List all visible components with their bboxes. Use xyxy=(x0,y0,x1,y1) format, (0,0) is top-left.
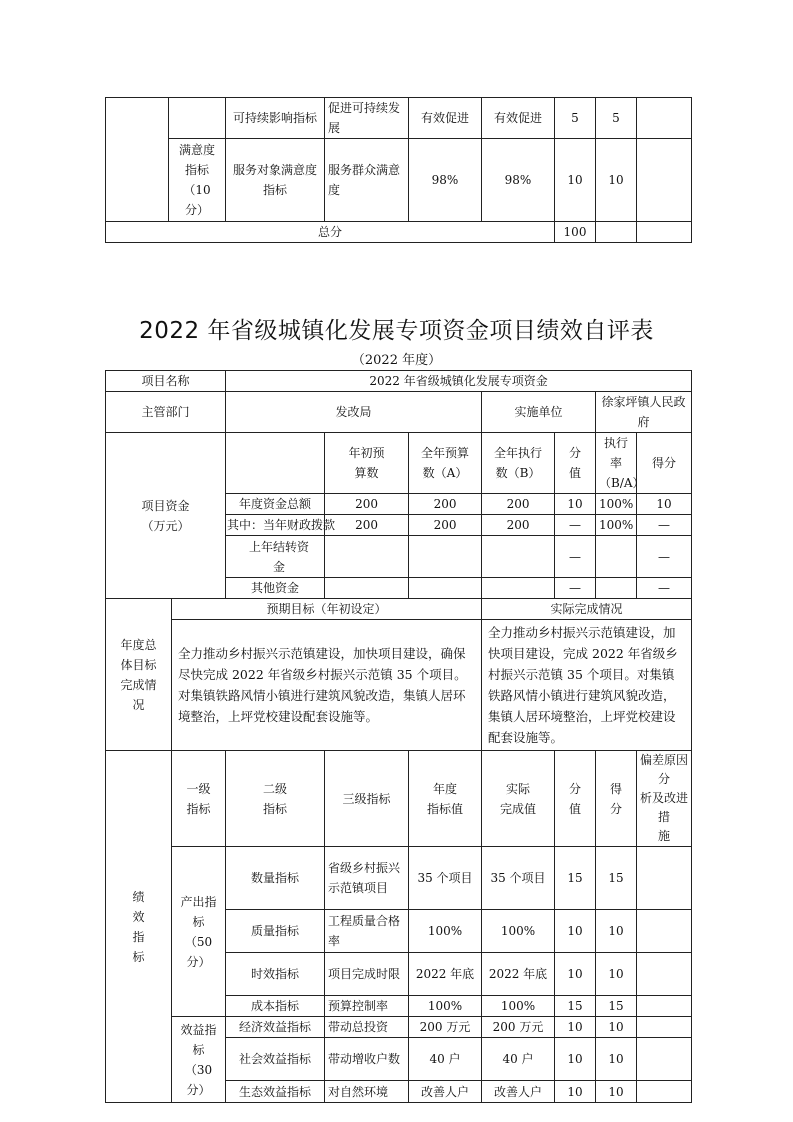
fund-initial: 200 xyxy=(325,494,409,515)
fund-score-value: — xyxy=(555,515,596,536)
cell-line: 执行率 xyxy=(604,436,629,470)
target-cell: 40 户 xyxy=(409,1038,482,1081)
fund-rate: 100% xyxy=(596,515,637,536)
cell-line: 数（B） xyxy=(495,466,541,480)
note-cell xyxy=(637,953,692,996)
actual-cell: 100% xyxy=(482,910,555,953)
fund-annual xyxy=(409,578,482,599)
fund-annual xyxy=(409,536,482,578)
cell-line: 满意度 xyxy=(178,143,215,157)
target-cell: 100% xyxy=(409,996,482,1017)
secondary-indicator-cell: 可持续影响指标 xyxy=(226,98,325,139)
fund-rate xyxy=(596,536,637,578)
actual-cell: 98% xyxy=(482,139,555,222)
secondary-indicator-cell: 生态效益指标 xyxy=(226,1081,325,1103)
cell-line: 年初预 xyxy=(348,446,385,460)
funds-header-exec xyxy=(482,433,555,494)
fund-score: — xyxy=(637,536,692,578)
cell-line: 分） xyxy=(186,954,211,969)
cell-line: 偏差原因分 xyxy=(640,753,689,786)
score-value-cell: 10 xyxy=(555,1081,596,1103)
table-row xyxy=(106,847,692,910)
cell-line: 完成值 xyxy=(500,801,537,816)
score-value-cell: 10 xyxy=(555,953,596,996)
primary-indicator-cell xyxy=(169,139,226,222)
fund-annual: 200 xyxy=(409,515,482,536)
note-cell xyxy=(637,1017,692,1038)
cell-line: 二级 xyxy=(263,781,288,796)
page-title: 2022 年省级城镇化发展专项资金项目绩效自评表 xyxy=(139,318,654,344)
secondary-indicator-cell: 时效指标 xyxy=(226,953,325,996)
perf-header-note xyxy=(637,751,692,847)
score-cell: 10 xyxy=(596,139,637,222)
perf-header-score-value xyxy=(555,751,596,847)
actual-cell: 40 户 xyxy=(482,1038,555,1081)
target-cell: 35 个项目 xyxy=(409,847,482,910)
cell-line: 分 xyxy=(569,781,582,796)
target-cell: 98% xyxy=(409,139,482,222)
perf-header-actual xyxy=(482,751,555,847)
blank-cell xyxy=(596,222,637,243)
cell-line: 算数 xyxy=(354,466,379,480)
fund-name: 年度资金总额 xyxy=(226,494,325,515)
output-group-label xyxy=(172,847,226,1017)
secondary-indicator-cell: 服务对象满意度指标 xyxy=(226,139,325,222)
cell-line: 数（A） xyxy=(422,466,468,480)
cell-line: 标 xyxy=(192,914,205,929)
fund-annual: 200 xyxy=(409,494,482,515)
tertiary-indicator-cell: 省级乡村振兴示范镇项目 xyxy=(325,847,409,910)
actual-goal-header: 实际完成情况 xyxy=(482,599,692,620)
blank-cell xyxy=(226,433,325,494)
score-value-cell: 10 xyxy=(555,1017,596,1038)
fund-exec: 200 xyxy=(482,494,555,515)
cell-line: （万元） xyxy=(141,518,190,533)
fund-exec xyxy=(482,536,555,578)
cell-line: 析及改进措 xyxy=(640,791,689,824)
funds-header-initial xyxy=(325,433,409,494)
cell-line: 项目资金 xyxy=(141,498,190,513)
cell-line: 况 xyxy=(132,697,145,712)
evaluation-table xyxy=(105,370,692,1103)
cell-line: 指 xyxy=(132,929,145,944)
project-name-value: 2022 年省级城镇化发展专项资金 xyxy=(226,371,692,392)
cell-line: 全年预算 xyxy=(421,446,470,460)
cell-line: 指标 xyxy=(263,801,288,816)
blank-cell xyxy=(106,98,169,222)
cell-line: 分） xyxy=(186,1082,211,1097)
tertiary-indicator-cell: 带动增收户数 xyxy=(325,1038,409,1081)
score-cell: 10 xyxy=(596,1081,637,1103)
cell-line: 值 xyxy=(569,466,582,480)
cell-line: 指标 xyxy=(184,163,209,177)
cell-line: 标 xyxy=(192,1042,205,1057)
tertiary-indicator-cell: 预算控制率 xyxy=(325,996,409,1017)
fund-name: 上年结转资金 xyxy=(226,536,325,578)
fund-initial xyxy=(325,536,409,578)
target-cell: 改善人户 xyxy=(409,1081,482,1103)
secondary-indicator-cell: 成本指标 xyxy=(226,996,325,1017)
impl-label: 实施单位 xyxy=(482,392,596,433)
cell-line: 施 xyxy=(658,829,671,843)
actual-cell: 有效促进 xyxy=(482,98,555,139)
score-cell: 10 xyxy=(596,1038,637,1081)
blank-cell xyxy=(637,222,692,243)
secondary-indicator-cell: 社会效益指标 xyxy=(226,1038,325,1081)
score-value-cell: 15 xyxy=(555,847,596,910)
fund-exec xyxy=(482,578,555,599)
fund-name: 其他资金 xyxy=(226,578,325,599)
score-value-cell: 10 xyxy=(555,910,596,953)
cell-line: 得 xyxy=(610,781,623,796)
expected-goal-text: 全力推动乡村振兴示范镇建设，加快项目建设，确保尽快完成 2022 年省级乡村振兴示范镇 35 个项目。对集镇铁路风情小镇进行建筑风貌改造，集镇人居环境整治，上坪党校建设配套设施等。 xyxy=(172,620,482,751)
cell-line: 效 xyxy=(132,909,145,924)
fund-name: 其中：当年财政拨款 xyxy=(226,515,325,536)
actual-goal-text: 全力推动乡村振兴示范镇建设，加快项目建设，完成 2022 年省级乡村振兴示范镇 35 个项目。对集镇铁路风情小镇进行建筑风貌改造，集镇人居环境整治，上坪党校建设配套设施等。 xyxy=(482,620,692,751)
target-cell: 100% xyxy=(409,910,482,953)
cell-line: 完成情 xyxy=(120,677,157,692)
target-cell: 200 万元 xyxy=(409,1017,482,1038)
score-cell: 10 xyxy=(596,1017,637,1038)
actual-cell: 2022 年底 xyxy=(482,953,555,996)
tertiary-indicator-cell: 工程质量合格率 xyxy=(325,910,409,953)
table-row xyxy=(106,139,692,222)
cell-line: （10 xyxy=(183,183,211,197)
fund-rate xyxy=(596,578,637,599)
perf-header-score xyxy=(596,751,637,847)
secondary-indicator-cell: 经济效益指标 xyxy=(226,1017,325,1038)
funds-header-score: 得分 xyxy=(637,433,692,494)
funds-header-score-value xyxy=(555,433,596,494)
score-cell: 10 xyxy=(596,953,637,996)
fund-score: — xyxy=(637,578,692,599)
note-cell xyxy=(637,996,692,1017)
dept-value: 发改局 xyxy=(226,392,482,433)
cell-line: 指标值 xyxy=(427,801,464,816)
perf-label xyxy=(106,751,172,1103)
cell-line: （50 xyxy=(184,934,213,949)
score-value-cell: 5 xyxy=(555,98,596,139)
note-cell xyxy=(637,1081,692,1103)
expected-goal-header: 预期目标（年初设定） xyxy=(172,599,482,620)
cell-line: 绩 xyxy=(132,889,145,904)
funds-header-annual xyxy=(409,433,482,494)
project-name-label: 项目名称 xyxy=(106,371,226,392)
note-cell xyxy=(637,910,692,953)
score-value-cell: 15 xyxy=(555,996,596,1017)
dept-label: 主管部门 xyxy=(106,392,226,433)
table-row xyxy=(106,98,692,139)
table-row xyxy=(106,392,692,433)
fund-initial: 200 xyxy=(325,515,409,536)
fund-score: — xyxy=(637,515,692,536)
secondary-indicator-cell: 质量指标 xyxy=(226,910,325,953)
continuation-table xyxy=(105,97,692,243)
actual-cell: 35 个项目 xyxy=(482,847,555,910)
fund-initial xyxy=(325,578,409,599)
note-cell xyxy=(637,139,692,222)
perf-header-secondary xyxy=(226,751,325,847)
secondary-indicator-cell: 数量指标 xyxy=(226,847,325,910)
perf-header-target xyxy=(409,751,482,847)
fund-score-value: — xyxy=(555,578,596,599)
cell-line: 标 xyxy=(132,949,145,964)
cell-line: 一级 xyxy=(186,781,211,796)
score-cell: 5 xyxy=(596,98,637,139)
target-cell: 有效促进 xyxy=(409,98,482,139)
table-row xyxy=(106,599,692,620)
benefit-group-label xyxy=(172,1017,226,1103)
funds-label xyxy=(106,433,226,599)
goals-label xyxy=(106,599,172,751)
fund-score-value: — xyxy=(555,536,596,578)
fund-score: 10 xyxy=(637,494,692,515)
total-value: 100 xyxy=(555,222,596,243)
blank-cell xyxy=(169,98,226,139)
table-row xyxy=(106,433,692,494)
score-value-cell: 10 xyxy=(555,1038,596,1081)
score-cell: 10 xyxy=(596,910,637,953)
note-cell xyxy=(637,847,692,910)
cell-line: 分 xyxy=(610,801,623,816)
total-row xyxy=(106,222,692,243)
score-value-cell: 10 xyxy=(555,139,596,222)
tertiary-indicator-cell: 带动总投资 xyxy=(325,1017,409,1038)
cell-line: 年度 xyxy=(433,781,458,796)
cell-line: 产出指 xyxy=(180,894,217,909)
tertiary-indicator-cell: 项目完成时限 xyxy=(325,953,409,996)
perf-header-tertiary: 三级指标 xyxy=(325,751,409,847)
cell-line: 体目标 xyxy=(120,657,157,672)
funds-header-rate xyxy=(596,433,645,494)
tertiary-indicator-cell: 促进可持续发展 xyxy=(325,98,409,139)
cell-line: 实际 xyxy=(506,781,531,796)
score-cell: 15 xyxy=(596,847,637,910)
table-row xyxy=(106,1017,692,1038)
fund-score-value: 10 xyxy=(555,494,596,515)
tertiary-indicator-cell: 服务群众满意度 xyxy=(325,139,409,222)
actual-cell: 100% xyxy=(482,996,555,1017)
note-cell xyxy=(637,98,692,139)
cell-line: 分 xyxy=(569,446,582,460)
cell-line: 指标 xyxy=(186,801,211,816)
table-row xyxy=(106,620,692,751)
perf-header-primary xyxy=(172,751,226,847)
impl-value: 徐家坪镇人民政府 xyxy=(596,392,692,433)
actual-cell: 改善人户 xyxy=(482,1081,555,1103)
page-subtitle: （2022 年度） xyxy=(351,353,442,368)
cell-line: 分） xyxy=(184,203,209,217)
fund-rate: 100% xyxy=(596,494,637,515)
table-row xyxy=(106,371,692,392)
cell-line: 年度总 xyxy=(120,637,157,652)
cell-line: （B/A） xyxy=(599,476,645,490)
cell-line: 全年执行 xyxy=(494,446,543,460)
cell-line: 效益指 xyxy=(180,1022,217,1037)
total-label: 总分 xyxy=(106,222,555,243)
tertiary-indicator-cell: 对自然环境 xyxy=(325,1081,409,1103)
fund-exec: 200 xyxy=(482,515,555,536)
score-cell: 15 xyxy=(596,996,637,1017)
actual-cell: 200 万元 xyxy=(482,1017,555,1038)
cell-line: 值 xyxy=(569,801,582,816)
note-cell xyxy=(637,1038,692,1081)
cell-line: （30 xyxy=(184,1062,213,1077)
table-row xyxy=(106,751,692,847)
target-cell: 2022 年底 xyxy=(409,953,482,996)
